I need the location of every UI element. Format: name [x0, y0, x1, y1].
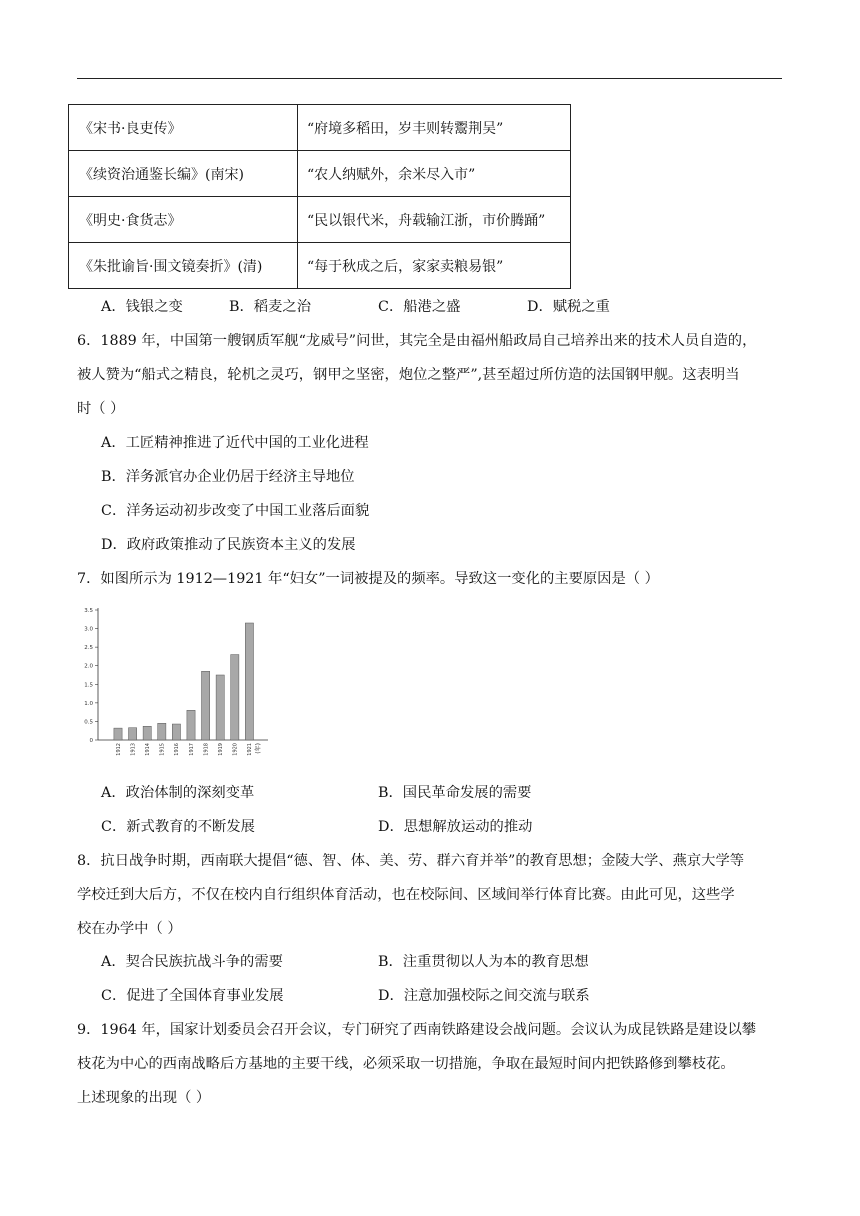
chart-bars: [114, 623, 254, 740]
table-cell-quote: “府境多稻田，岁丰则转鬻荆吴”: [298, 105, 571, 151]
chart-bar: [245, 623, 253, 740]
chart-x-tick-label: 1921: [247, 743, 254, 756]
chart-bar: [187, 710, 195, 740]
chart-x-tick-label: 1914: [145, 743, 151, 756]
chart-y-tick-label: 2.0: [84, 663, 93, 670]
q6-option-c[interactable]: C．洋务运动初步改变了中国工业落后面貌: [101, 503, 370, 519]
q8-stem-line: 8．抗日战争时期，西南联大提倡“德、智、体、美、劳、群六育并举”的教育思想；金陵大学、燕京大学等: [77, 853, 745, 869]
q7-option-c[interactable]: C．新式教育的不断发展: [101, 819, 255, 835]
q6-stem-line: 被人赞为“船式之精良，轮机之灵巧，钢甲之坚密，炮位之整严”,甚至超过所仿造的法国钢甲舰。这表明当: [77, 367, 740, 383]
q9-stem-line: 9．1964 年，国家计划委员会召开会议，专门研究了西南铁路建设会战问题。会议认为成昆铁路是建设以攀: [77, 1022, 757, 1038]
chart-bar: [202, 671, 210, 740]
q8-option-b[interactable]: B．注重贯彻以人为本的教育思想: [378, 954, 589, 970]
q8-option-a[interactable]: A．契合民族抗战斗争的需要: [101, 954, 283, 970]
chart-bar: [143, 726, 151, 740]
chart-x-tick-label: 1913: [130, 743, 137, 756]
table-row: [69, 151, 571, 197]
chart-x-tick-label: 1917: [188, 743, 195, 756]
table-row: [69, 197, 571, 243]
table-cell-source: 《续资治通鉴长编》(南宋): [69, 151, 298, 197]
q5-option-a[interactable]: A．钱银之变: [101, 299, 183, 315]
chart-x-tick-label: 1915: [159, 743, 166, 756]
q9-stem-line: 枝花为中心的西南战略后方基地的主要干线，必须采取一切措施，争取在最短时间内把铁路修到攀枝花。: [77, 1056, 735, 1072]
q5-option-d[interactable]: D．赋税之重: [527, 299, 610, 315]
chart-y-tick-label: 2.5: [84, 645, 93, 652]
table-cell-source: 《宋书·良吏传》: [69, 105, 298, 151]
q7-option-b[interactable]: B．国民革命发展的需要: [378, 785, 532, 801]
table-cell-source: 《朱批谕旨·围文镜奏折》(清): [69, 243, 298, 289]
q9-stem-line: 上述现象的出现（ ）: [77, 1090, 211, 1106]
header-rule: [77, 78, 782, 79]
table-row: [69, 105, 571, 151]
q5-option-b[interactable]: B．稻麦之治: [229, 299, 311, 315]
q8-option-c[interactable]: C．促进了全国体育事业发展: [101, 988, 284, 1004]
q6-stem-line: 6．1889 年，中国第一艘钢质军舰“龙威号”问世，其完全是由福州船政局自己培养出来的技术人员自造的，: [77, 333, 757, 349]
q6-stem-line: 时（ ）: [77, 401, 125, 417]
table-row: [69, 243, 571, 289]
chart-bar: [172, 724, 180, 740]
q7-stem: 7．如图所示为 1912—1921 年“妇女”一词被提及的频率。导致这一变化的主要原因是（ ）: [77, 571, 659, 587]
table-cell-quote: “农人纳赋外，余米尽入市”: [298, 151, 571, 197]
frequency-bar-chart: [80, 602, 280, 760]
chart-y-ticks: [84, 608, 98, 744]
q8-stem-line: 校在办学中（ ）: [77, 921, 182, 937]
chart-bar: [216, 675, 224, 740]
chart-bar: [114, 728, 122, 740]
chart-y-tick-label: 0.5: [84, 719, 93, 726]
table-cell-quote: “民以银代米，舟载输江浙，市价腾踊”: [298, 197, 571, 243]
chart-bar: [158, 723, 166, 740]
chart-x-unit: (年): [255, 743, 262, 754]
chart-x-tick-label: 1916: [174, 743, 181, 756]
chart-x-tick-label: 1919: [218, 743, 224, 756]
q7-option-a[interactable]: A．政治体制的深刻变革: [101, 785, 255, 801]
chart-y-tick-label: 3.0: [84, 626, 93, 633]
chart-axes: [98, 608, 268, 740]
q6-option-d[interactable]: D．政府政策推动了民族资本主义的发展: [101, 537, 356, 553]
q7-option-d[interactable]: D．思想解放运动的推动: [378, 819, 533, 835]
chart-y-tick-label: 1.0: [84, 700, 93, 707]
chart-bar: [129, 728, 137, 740]
chart-x-tick-label: 1920: [232, 743, 239, 756]
chart-y-tick-label: 3.5: [84, 608, 93, 614]
chart-y-tick-label: 0: [89, 738, 93, 744]
q8-stem-line: 学校迁到大后方，不仅在校内自行组织体育活动，也在校际间、区域间举行体育比赛。由此可见，这些学: [77, 887, 735, 903]
chart-bar: [231, 655, 239, 740]
q5-option-c[interactable]: C．船港之盛: [378, 299, 461, 315]
q6-option-b[interactable]: B．洋务派官办企业仍居于经济主导地位: [101, 469, 355, 485]
chart-x-ticks: [116, 743, 253, 756]
chart-x-tick-label: 1918: [203, 743, 210, 756]
chart-y-tick-label: 1.5: [84, 682, 93, 689]
table-cell-source: 《明史·食货志》: [69, 197, 298, 243]
table-cell-quote: “每于秋成之后，家家卖粮易银”: [298, 243, 571, 289]
q8-option-d[interactable]: D．注意加强校际之间交流与联系: [378, 988, 590, 1004]
source-table: [68, 104, 571, 289]
q6-option-a[interactable]: A．工匠精神推进了近代中国的工业化进程: [101, 435, 369, 451]
chart-x-tick-label: 1912: [115, 743, 122, 756]
